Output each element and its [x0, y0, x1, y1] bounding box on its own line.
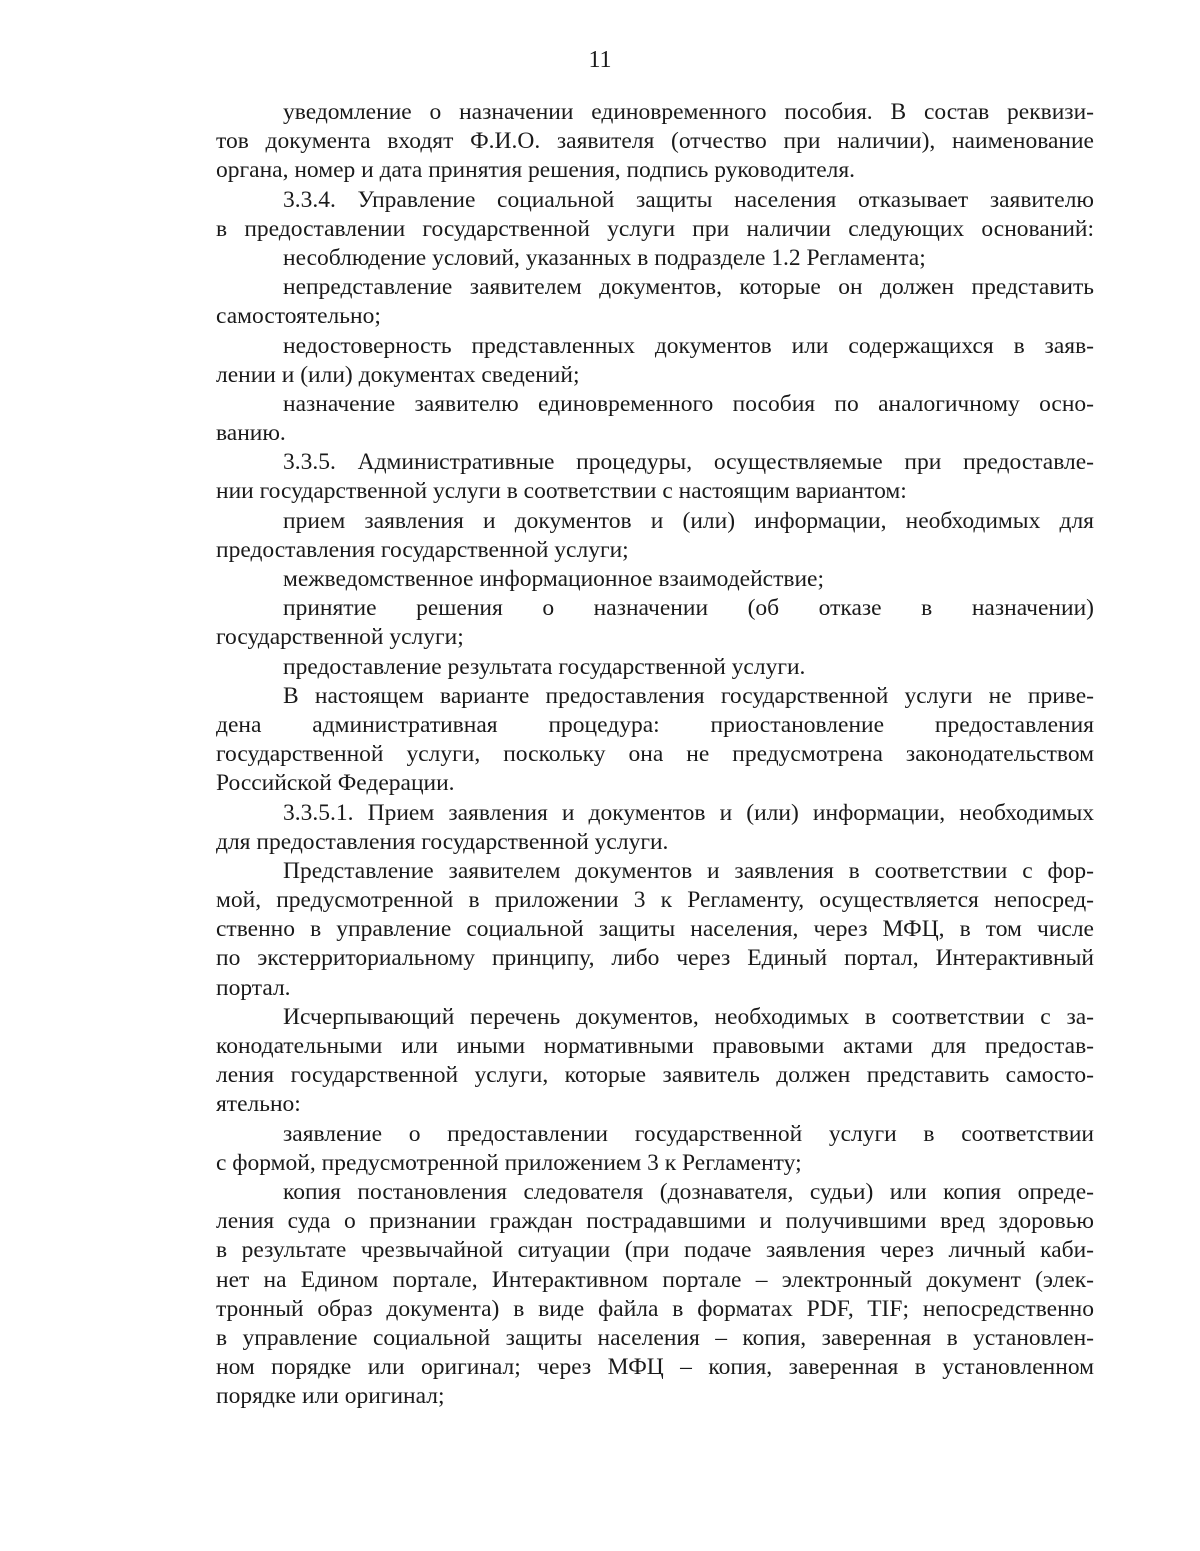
- text-line: непредставление заявителем документов, которые он должен представить: [283, 274, 1094, 301]
- text-line: Представление заявителем документов и заявления в соответствии с фор-: [283, 857, 1094, 884]
- page-number: 11: [588, 47, 612, 73]
- text-line: государственной услуги;: [216, 624, 464, 651]
- text-line: ственно в управление социальной защиты населения, через МФЦ, в том числе: [216, 916, 1094, 943]
- text-line: ванию.: [216, 420, 286, 447]
- text-line: для предоставления государственной услуги.: [216, 828, 669, 855]
- text-line: Российской Федерации.: [216, 770, 455, 797]
- text-line: мой, предусмотренной в приложении 3 к Регламенту, осуществляется непосред-: [216, 887, 1094, 914]
- text-line: несоблюдение условий, указанных в подразделе 1.2 Регламента;: [283, 244, 926, 271]
- text-line: государственной услуги, поскольку она не предусмотрена законодательством: [216, 741, 1094, 768]
- text-line: нет на Едином портале, Интерактивном портале – электронный документ (элек-: [216, 1266, 1094, 1293]
- text-line: по экстерриториальному принципу, либо через Единый портал, Интерактивный: [216, 945, 1094, 972]
- text-line: предоставление результата государственной услуги.: [283, 653, 806, 680]
- text-line: межведомственное информационное взаимодействие;: [283, 566, 825, 592]
- text-line: органа, номер и дата принятия решения, подпись руководителя.: [216, 157, 856, 184]
- text-line: недостоверность представленных документов или содержащихся в заяв-: [283, 332, 1094, 359]
- text-line: ятельно:: [216, 1091, 301, 1118]
- text-line: уведомление о назначении единовременного пособия. В состав реквизи-: [283, 99, 1094, 125]
- text-line: ления государственной услуги, которые заявитель должен представить самосто-: [216, 1062, 1094, 1089]
- text-line: нии государственной услуги в соответствии с настоящим вариантом:: [216, 478, 907, 505]
- text-line: заявление о предоставлении государственной услуги в соответствии: [283, 1120, 1094, 1147]
- text-line: прием заявления и документов и (или) информации, необходимых для: [283, 507, 1094, 534]
- text-line: портал.: [216, 974, 291, 1001]
- text-line: ном порядке или оригинал; через МФЦ – копия, заверенная в установленном: [216, 1354, 1094, 1381]
- text-line: в результате чрезвычайной ситуации (при подаче заявления через личный каби-: [216, 1237, 1094, 1264]
- text-line: тов документа входят Ф.И.О. заявителя (отчество при наличии), наименование: [216, 128, 1094, 155]
- text-line: порядке или оригинал;: [216, 1383, 445, 1410]
- text-line: 3.3.5. Административные процедуры, осуществляемые при предоставле-: [283, 449, 1094, 476]
- text-line: ления суда о признании граждан пострадавшими и получившими вред здоровью: [216, 1208, 1094, 1235]
- text-line: В настоящем варианте предоставления государственной услуги не приве-: [283, 682, 1094, 709]
- text-line: копия постановления следователя (дознавателя, судьи) или копия опреде-: [283, 1178, 1094, 1205]
- text-line: в предоставлении государственной услуги при наличии следующих оснований:: [216, 215, 1094, 242]
- text-line: в управление социальной защиты населения – копия, заверенная в установлен-: [216, 1324, 1094, 1351]
- text-line: назначение заявителю единовременного пособия по аналогичному осно-: [283, 390, 1094, 417]
- text-line: 3.3.4. Управление социальной защиты населения отказывает заявителю: [283, 186, 1094, 213]
- text-line: лении и (или) документах сведений;: [216, 361, 580, 388]
- text-line: дена административная процедура: приостановление предоставления: [216, 711, 1094, 738]
- text-line: Исчерпывающий перечень документов, необходимых в соответствии с за-: [283, 1003, 1094, 1030]
- text-line: тронный образ документа) в виде файла в форматах PDF, TIF; непосредственно: [216, 1295, 1094, 1322]
- text-line: с формой, предусмотренной приложением 3 к Регламенту;: [216, 1149, 802, 1176]
- text-line: принятие решения о назначении (об отказе в назначении): [283, 595, 1094, 622]
- text-line: 3.3.5.1. Прием заявления и документов и (или) информации, необходимых: [283, 799, 1094, 826]
- text-line: самостоятельно;: [216, 303, 381, 330]
- text-line: предоставления государственной услуги;: [216, 536, 629, 563]
- text-line: конодательными или иными нормативными правовыми актами для предостав-: [216, 1033, 1094, 1059]
- document-body: [216, 98, 1094, 1411]
